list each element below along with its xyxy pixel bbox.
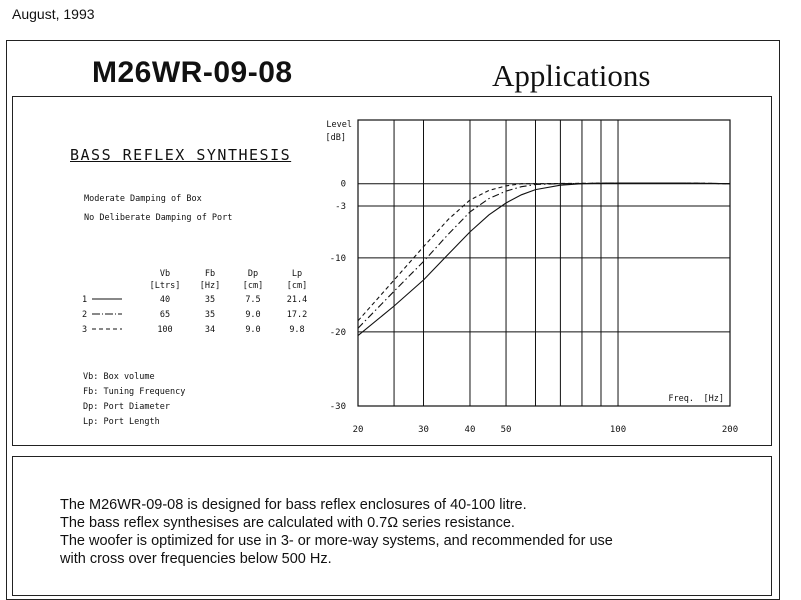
row-vb: 100	[157, 324, 173, 335]
x-tick-label: 100	[609, 425, 627, 435]
unit-vb: [Ltrs]	[149, 281, 181, 291]
row-dp: 9.0	[245, 309, 261, 320]
condition-port-damping: No Deliberate Damping of Port	[84, 213, 233, 223]
synthesis-title: BASS REFLEX SYNTHESIS	[70, 146, 292, 164]
unit-dp: [cm]	[242, 281, 264, 291]
y-tick-label: -3	[335, 201, 346, 212]
y-tick-label: -20	[329, 327, 346, 338]
definition-dp: Dp: Port Diameter	[83, 402, 170, 412]
header-fb: Fb	[204, 269, 216, 279]
x-tick-label: 200	[721, 425, 739, 435]
document-date: August, 1993	[12, 6, 95, 22]
header-lp: Lp	[291, 269, 303, 279]
series-line-3	[358, 183, 730, 321]
x-axis-unit: [Hz]	[703, 394, 724, 404]
row-fb: 35	[204, 294, 216, 305]
description-line: The bass reflex synthesises are calculated with 0.7Ω series resistance.	[60, 515, 515, 531]
row-vb: 65	[159, 309, 171, 320]
definition-lp: Lp: Port Length	[83, 417, 160, 427]
row-dp: 9.0	[245, 324, 261, 335]
description-line: The M26WR-09-08 is designed for bass reflex enclosures of 40-100 litre.	[60, 497, 527, 513]
header-vb: Vb	[159, 269, 171, 279]
product-description	[60, 496, 613, 568]
model-number: M26WR-09-08	[92, 56, 293, 89]
unit-lp: [cm]	[286, 281, 308, 291]
section-title: Applications	[492, 58, 651, 93]
definition-vb: Vb: Box volume	[83, 372, 155, 382]
x-tick-label: 50	[500, 425, 512, 435]
x-tick-label: 40	[464, 425, 476, 435]
row-fb: 34	[204, 324, 216, 335]
x-axis-title: Freq.	[668, 394, 694, 404]
plot-area	[358, 120, 730, 406]
x-tick-label: 20	[352, 425, 364, 435]
y-axis-unit: [dB]	[325, 133, 346, 143]
row-lp: 17.2	[286, 309, 308, 320]
row-id: 2	[82, 309, 88, 320]
y-tick-label: -10	[329, 253, 346, 264]
row-lp: 21.4	[286, 294, 308, 305]
row-id: 1	[82, 294, 88, 305]
row-fb: 35	[204, 309, 216, 320]
description-line: The woofer is optimized for use in 3- or more-way systems, and recommended for use	[60, 533, 613, 549]
row-id: 3	[82, 324, 88, 335]
x-tick-label: 30	[418, 425, 429, 435]
series-line-2	[358, 183, 730, 328]
row-lp: 9.8	[289, 324, 305, 335]
description-line: with cross over frequencies below 500 Hz.	[60, 551, 332, 567]
condition-box-damping: Moderate Damping of Box	[84, 194, 202, 204]
header-dp: Dp	[247, 269, 259, 279]
y-tick-label: 0	[340, 179, 346, 190]
y-axis-title: Level	[326, 120, 352, 130]
unit-fb: [Hz]	[199, 281, 221, 291]
definition-fb: Fb: Tuning Frequency	[83, 387, 186, 397]
y-tick-label: -30	[329, 402, 346, 412]
row-dp: 7.5	[245, 294, 261, 305]
row-vb: 40	[159, 294, 171, 305]
